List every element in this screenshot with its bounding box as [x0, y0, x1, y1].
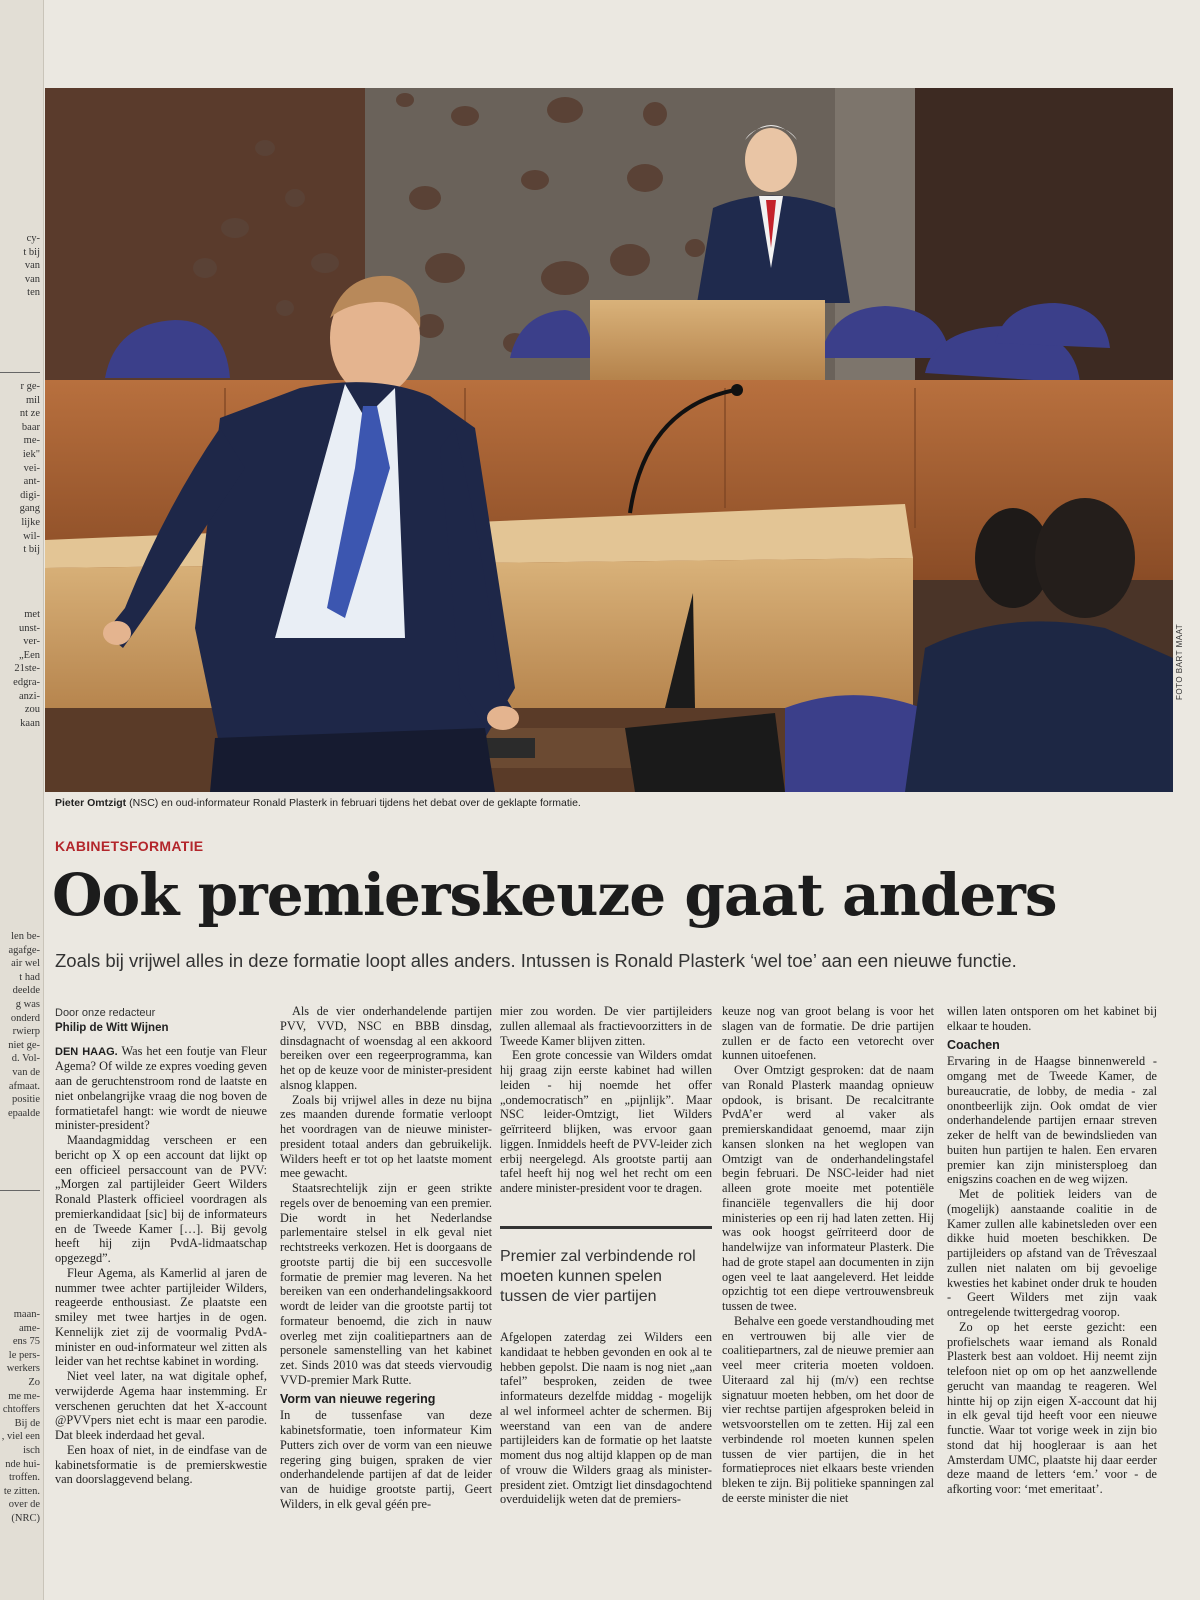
subheading: Coachen — [947, 1037, 1000, 1052]
paragraph: Behalve een goede verstandhouding met en vertrouwen bij alle vier de coalitiepartners, zal de nieuwe premier aan veel meer criteria moeten voldoen. Uiteraard zal hij (m/v) een rechtse signatuur moeten hebben, om het door de vier rechtse partijen afgesproken beleid in wetsvoorstellen om te zetten. Hij zal een verbindende rol moeten kunnen spelen tussen de vier partijen, die in het formatieproces niet elkaars beste vrienden bleken te zijn. Bij politieke spanningen zal de eerste minister die niet — [722, 1313, 934, 1505]
news-photo — [45, 88, 1173, 792]
adjacent-text-fragment — [0, 380, 44, 557]
adjacent-text-line: nde hui- — [5, 1458, 40, 1470]
article-column-5 — [947, 1004, 1157, 1497]
adjacent-text-line: mil — [25, 394, 40, 406]
paragraph: Niet veel later, na wat digitale ophef, verwijderde Agema haar instemming. Er verschenen geruchten dat het X-account @PVVpers niet echt is maar een parodie. Dat bleek inderdaad het geval. — [55, 1369, 267, 1442]
adjacent-text-fragment — [0, 608, 44, 730]
adjacent-text-line: unst- — [19, 622, 40, 634]
adjacent-text-line: werkers — [6, 1363, 40, 1375]
adjacent-text-line: ens 75 — [12, 1336, 40, 1348]
adjacent-text-line: positie — [12, 1094, 40, 1106]
paragraph: willen laten ontsporen om het kabinet bij elkaar te houden. — [947, 1004, 1157, 1033]
paragraph: keuze nog van groot belang is voor het slagen van de formatie. De drie partijen zullen er de facto een vetorecht over kunnen uitoefenen. — [722, 1004, 934, 1063]
paragraph-text: Was het een foutje van Fleur Agema? Of wilde ze expres voeding geven aan de geruchtenstroom rond de laatste en niet onbelangrijke vraag die nog boven de formatietafel hangt: wie wordt de nieuwe minister-president? — [55, 1043, 267, 1133]
adjacent-text-line: afmaat. — [8, 1080, 40, 1092]
paragraph: Maandagmiddag verscheen er een bericht op X op een account dat lijkt op een officieel persaccount van de PVV: „Morgen zal partijleider Geert Wilders Ronald Plasterk officieel voordragen als premierkandidaat [sic] bij de informateurs en de Tweede Kamer […]. Bij gevolg heeft hij zijn PvdA-lidmaatschap opgezegd”. — [55, 1133, 267, 1265]
article-column-2 — [280, 1004, 492, 1512]
adjacent-text-line: , viel een — [1, 1431, 40, 1443]
adjacent-text-line: t bij — [23, 544, 40, 556]
adjacent-text-line: lijke — [21, 516, 40, 528]
paragraph: Zo op het eerste gezicht: een profielschets waar iemand als Ronald Plasterk best aan voldoet. Hij neemt zijn telefoon niet op om op het aanzwellende gerucht van maandag te reageren. Wel hintte hij op zijn eigen X-account dat hij in elk geval tijd heeft voor een nieuwe functie. Waar tot vorige week in zijn bio stond dat hij hoogleraar is aan het Amsterdam UMC, plaatste hij daar eerder deze maand de letters ‘em.’ voor - de afkorting voor: ‘met emeritaat’. — [947, 1319, 1157, 1496]
adjacent-text-line: rwierp — [12, 1026, 40, 1038]
photo-credit: FOTO BART MAAT — [1175, 623, 1184, 700]
adjacent-text-line: onderd — [10, 1012, 40, 1024]
standfirst: Zoals bij vrijwel alles in deze formatie loopt alles anders. Intussen is Ronald Plasterk ‘wel toe’ aan een nieuwe functie. — [55, 950, 1017, 971]
adjacent-text-line: chtoffers — [2, 1404, 40, 1416]
byline-name: Philip de Witt Wijnen — [55, 1021, 169, 1034]
adjacent-text-line: t bij — [23, 246, 40, 258]
adjacent-text-line: t had — [19, 971, 40, 983]
adjacent-text-line: g was — [15, 998, 40, 1010]
adjacent-text-fragment — [0, 1308, 44, 1526]
subheading: Vorm van nieuwe regering — [280, 1391, 436, 1406]
adjacent-text-line: deelde — [12, 985, 40, 997]
adjacent-text-line: isch — [23, 1444, 40, 1456]
adjacent-text-line: van — [24, 260, 40, 272]
adjacent-text-line: le pers- — [8, 1349, 40, 1361]
adjacent-text-line: maan- — [13, 1309, 40, 1320]
parliament-debate-photo — [45, 88, 1173, 792]
adjacent-text-line: air wel — [11, 958, 40, 970]
dateline: DEN HAAG. — [55, 1045, 118, 1058]
photo-caption — [55, 797, 1155, 809]
adjacent-text-line: met — [24, 609, 40, 620]
adjacent-text-line: me- — [23, 435, 40, 447]
byline-label: Door onze redacteur — [55, 1007, 156, 1019]
adjacent-text-fragment — [0, 232, 44, 300]
adjacent-text-line: len be- — [11, 931, 40, 942]
article-column-4 — [722, 1004, 934, 1506]
paragraph: Als de vier onderhandelende partijen PVV, VVD, NSC en BBB dinsdag, dinsdagnacht of woensdag al een akkoord bereiken over een regeerprogramma, kan het op de keuze voor de minister-president alsnog klappen. — [280, 1004, 492, 1092]
adjacent-text-line: Bij de — [14, 1417, 40, 1429]
divider — [0, 1190, 40, 1191]
paragraph — [55, 1044, 267, 1134]
article-column-3 — [500, 1004, 712, 1196]
paragraph: In de tussenfase van deze kabinetsformatie, toen informateur Kim Putters zich over de vorm van een nieuwe regering ging buigen, spraken de vier onderhandelende partijen af dat de leider van de huidige grootste partij, Geert Wilders, in elk geval géén pre- — [280, 1408, 492, 1511]
paragraph: Afgelopen zaterdag zei Wilders een kandidaat te hebben gevonden en ook al te hebben gepolst. Die naam is nog niet „aan tafel” besproken, zeiden de twee informateurs dezelfde middag - mogelijk al wel informeel achter de schermen. Bij weerstand van een van de andere partijleiders kan de formatie op het laatste moment dus nog altijd klappen op de man of vrouw die Wilders graag als minister-president ziet. Omtzigt liet dinsdagochtend overduidelijk weten dat de premiers- — [500, 1330, 712, 1507]
adjacent-text-line: r ge- — [20, 381, 40, 392]
adjacent-text-line: ant- — [23, 476, 40, 488]
adjacent-text-line: vei- — [23, 462, 40, 474]
adjacent-text-line: over de — [8, 1499, 40, 1511]
adjacent-text-line: ten — [27, 287, 40, 299]
headline: Ook premierskeuze gaat anders — [52, 861, 1057, 929]
adjacent-page-edge — [0, 0, 44, 1600]
adjacent-text-line: Zo — [28, 1376, 40, 1388]
adjacent-text-line: ver- — [23, 636, 40, 648]
caption-name: Pieter Omtzigt — [55, 797, 127, 809]
adjacent-text-line: zou — [24, 704, 40, 716]
article-column-1 — [55, 1006, 267, 1487]
adjacent-text-line: gang — [19, 503, 40, 515]
paragraph: Fleur Agema, als Kamerlid al jaren de nummer twee achter partijleider Wilders, reageerde enthousiast. Ze plaatste een smiley met twee hartjes in de ogen. Kennelijk ziet zij de voormalig PvdA-minister en oud-informateur wel zitten als leider van het rechtse kabinet in wording. — [55, 1265, 267, 1369]
adjacent-text-line: te zitten. — [3, 1485, 40, 1497]
paragraph: Een grote concessie van Wilders omdat hij graag zijn eerste kabinet had willen leiden - hij noemde het offer „ondemocratisch” en „pijnlijk”. Maar NSC leider-Omtzigt, liet Wilders geïrriteerd blijken, was ervoor gaan liggen. Inmiddels heeft de PVV-leider zich erbij neergelegd. Als grootste partij aan tafel heeft hij nog wel het recht om een andere minister-president voor te dragen. — [500, 1048, 712, 1195]
adjacent-text-line: anzi- — [19, 690, 40, 702]
paragraph: Over Omtzigt gesproken: dat de naam van Ronald Plasterk maandag opnieuw opdook, is brisant. De recalcitrante PvdA’er werd al vaker als premierskandidaat genoemd, maar zijn kansen slonken na het weglopen van Omtzigt van de onderhandelingstafel begin februari. De NSC-leider had niet alleen grote moeite met potentiële financiële tegenvallers die hij door ministeries op een rij had laten zetten. Hij was ook hoogst geïrriteerd door de handelwijze van informateur Plasterk. Die had de grote stapel aan documenten in zijn ogen veel te laat aangeleverd. Het leidde opzichtig tot een diepe vertrouwensbreuk tussen de twee. — [722, 1063, 934, 1313]
adjacent-text-line: wil- — [23, 530, 40, 542]
paragraph: Een hoax of niet, in de eindfase van de kabinetsformatie is de premierskwestie van doorslaggevend belang. — [55, 1442, 267, 1487]
pull-quote: Premier zal verbindende rol moeten kunnen spelen tussen de vier partijen — [500, 1226, 712, 1307]
adjacent-text-line: cy- — [26, 233, 40, 244]
paragraph: Ervaring in de Haagse binnenwereld - omgang met de Tweede Kamer, de bureaucratie, de lobby, de media - zal onontbeerlijk zijn. Ook omdat de vier onderhandelende partijen ernaar streven zeker de helft van de bewindslieden van buiten hun partijen te halen. Een ervaren premier kan zijn ministersploeg dan enigszins coachen en de weg wijzen. — [947, 1054, 1157, 1187]
adjacent-text-line: me me- — [8, 1390, 40, 1402]
section-kicker: KABINETSFORMATIE — [55, 838, 204, 854]
divider — [0, 372, 40, 373]
adjacent-text-line: epaalde — [7, 1107, 40, 1119]
article-column-3-continued — [500, 1330, 712, 1507]
adjacent-text-line: niet ge- — [8, 1039, 40, 1051]
adjacent-text-line: edgra- — [13, 676, 40, 688]
paragraph: mier zou worden. De vier partijleiders zullen allemaal als fractievoorzitters in de Tweede Kamer blijven zitten. — [500, 1004, 712, 1048]
adjacent-text-line: van — [24, 273, 40, 285]
adjacent-text-line: nt ze — [19, 408, 40, 420]
adjacent-text-line: van de — [12, 1066, 40, 1078]
adjacent-text-line: agafge- — [8, 944, 40, 956]
adjacent-text-line: (NRC) — [11, 1512, 40, 1524]
adjacent-text-line: kaan — [20, 717, 40, 729]
adjacent-text-line: iek" — [22, 448, 40, 460]
caption-text: (NSC) en oud-informateur Ronald Plasterk in februari tijdens het debat over de geklapte formatie. — [126, 797, 581, 809]
adjacent-text-line: 21ste- — [14, 663, 40, 675]
paragraph: Zoals bij vrijwel alles in deze nu bijna zes maanden durende formatie verloopt het voordragen van de nieuwe minister-president totaal anders dan gebruikelijk. Wilders heeft er tot op het laatste moment mee gewacht. — [280, 1092, 492, 1181]
adjacent-text-fragment — [0, 930, 44, 1120]
adjacent-text-line: baar — [21, 421, 40, 433]
adjacent-text-line: digi- — [20, 489, 40, 501]
adjacent-text-line: ame- — [19, 1322, 40, 1334]
adjacent-text-line: „Een — [19, 649, 40, 661]
adjacent-text-line: troffen. — [8, 1472, 40, 1484]
paragraph: Staatsrechtelijk zijn er geen strikte regels over de benoeming van een premier. Die wordt in het Nederlandse parlementaire stelsel in elk geval niet rechtstreeks verkozen. Het is doorgaans de grootste partij die bij een succesvolle formatie de premier mag leveren. Na het bereiken van een onderhandelingsakkoord wordt de leider van die grootste partij tot formateur benoemd, die zich in nauw overleg met zijn coalitiepartners aan de personele samenstelling van het kabinet zet. Sinds 2010 was dat steeds viervoudig VVD-premier Mark Rutte. — [280, 1181, 492, 1387]
paragraph: Met de politiek leiders van de (mogelijk) aanstaande coalitie in de Kamer zullen alle kabinetsleden over een dikke huid moeten beschikken. De partijleiders op afstand van de Trêveszaal zullen niet nalaten om bij gevoelige kwesties het kabinet onder druk te houden - Geert Wilders met zijn vaak ontregelende twittergedrag voorop. — [947, 1187, 1157, 1319]
adjacent-text-line: d. Vol- — [11, 1053, 40, 1065]
